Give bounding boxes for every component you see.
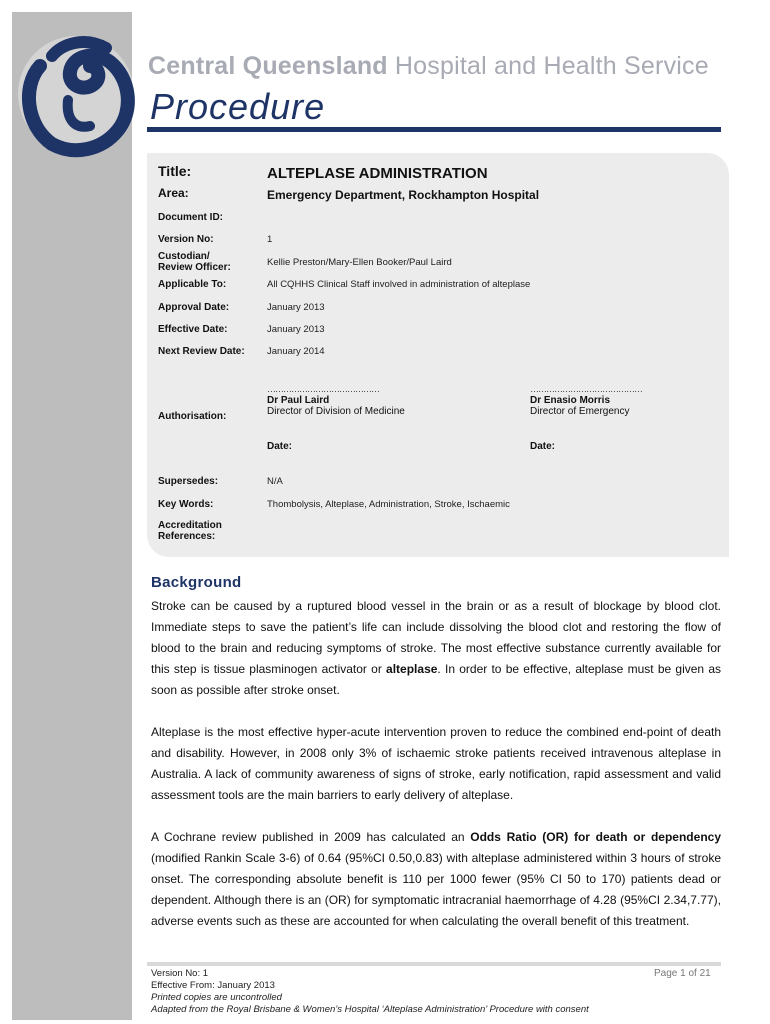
applicable-to-label: Applicable To: [158,279,227,290]
cq-logo-icon [10,26,142,158]
key-words-label: Key Words: [158,499,214,510]
organisation-name [148,52,709,81]
custodian-label-line2: Review Officer: [158,262,231,273]
footer-effective: Effective From: January 2013 [151,980,275,991]
p3-text-a: A Cochrane review published in 2009 has calculated an [151,830,471,844]
document-type-heading: Procedure [150,86,326,127]
footer-rule [147,962,721,966]
footer-adapted-note: Adapted from the Royal Brisbane & Women’s Hospital ‘Alteplase Administration’ Procedure with consent [151,1004,589,1015]
paragraph-3 [151,827,721,932]
signer-1 [267,395,405,417]
approval-date-label: Approval Date: [158,302,230,313]
paragraph-1 [151,596,721,701]
signer-2-role: Director of Emergency [530,406,630,417]
signer-1-date-label: Date: [267,441,293,452]
signer-1-name: Dr Paul Laird [267,395,330,406]
signature-line-1: …………………………………… [267,384,379,394]
authorisation-label: Authorisation: [158,411,227,422]
paragraph-2: Alteplase is the most effective hyper-acute intervention proven to reduce the combined end-point of death and disability. However, in 2008 only 3% of ischaemic stroke patients received intravenous alteplase in Australia. A lack of community awareness of signs of stroke, early notification, rapid assessment and valid assessment tools are the main barriers to early delivery of alteplase. [151,725,721,802]
footer-version: Version No: 1 [151,968,209,979]
footer-printed-note: Printed copies are uncontrolled [151,992,282,1003]
applicable-to-value: All CQHHS Clinical Staff involved in administration of alteplase [267,279,531,290]
signer-2 [530,395,629,417]
p1-bold: alteplase [386,662,438,676]
signature-line-2: …………………………………… [530,384,642,394]
approval-date-value: January 2013 [267,302,325,313]
effective-date-value: January 2013 [267,324,325,335]
key-words-value: Thombolysis, Alteplase, Administration, Stroke, Ischaemic [267,499,510,510]
p3-text-b: (modified Rankin Scale 3-6) of 0.64 (95%CI 0.50,0.83) with alteplase administered within 3 hours of stroke onset. The corresponding absolute benefit is 110 per 1000 fewer (95% CI 50 to 170) patients dead or dependent. Although there is an (OR) for symptomatic intracranial haemorrhage of 4.28 (95%CI 2.34,7.77), adverse events such as these are accounted for when calculating the overall benefit of this treatment. [151,851,721,928]
signer-2-name: Dr Enasio Morris [530,395,611,406]
accreditation-label-line2: References: [158,531,216,542]
effective-date-label: Effective Date: [158,324,228,335]
signer-2-date-label: Date: [530,441,556,452]
version-label: Version No: [158,234,214,245]
area-label: Area: [158,186,189,200]
area-value: Emergency Department, Rockhampton Hospital [267,188,540,202]
p1-text-a: Stroke can be caused by a ruptured blood vessel in the brain or as a result of blockage by blood clot. Immediate steps to save the patient’s life can include dissolving the blood clot and restoring the flow of blood to the brain and reducing symptoms of stroke. The most effective substance currently available for this step is tissue plasminogen activator or [151,599,721,676]
left-sidebar-band [12,12,132,1020]
org-name-rest: Hospital and Health Service [387,52,709,80]
p3-bold: Odds Ratio (OR) for death or dependency [470,830,721,844]
document-id-label: Document ID: [158,212,223,223]
signer-1-role: Director of Division of Medicine [267,406,405,417]
next-review-date-label: Next Review Date: [158,346,245,357]
title-value: ALTEPLASE ADMINISTRATION [267,165,488,182]
next-review-date-value: January 2014 [267,346,325,357]
header-rule [147,127,721,132]
title-label: Title: [158,163,192,179]
p1-text-b: . In order to be effective, alteplase must be given as soon as possible after stroke onset. [151,662,721,697]
supersedes-value: N/A [267,476,283,487]
accreditation-label-line1: Accreditation [158,520,222,531]
custodian-value: Kellie Preston/Mary-Ellen Booker/Paul Laird [267,257,452,268]
supersedes-label: Supersedes: [158,476,219,487]
background-heading: Background [151,574,242,591]
org-name-bold: Central Queensland [148,52,388,80]
custodian-label-line1: Custodian/ [158,251,210,262]
version-value: 1 [267,234,273,245]
page-number: Page 1 of 21 [654,968,711,979]
